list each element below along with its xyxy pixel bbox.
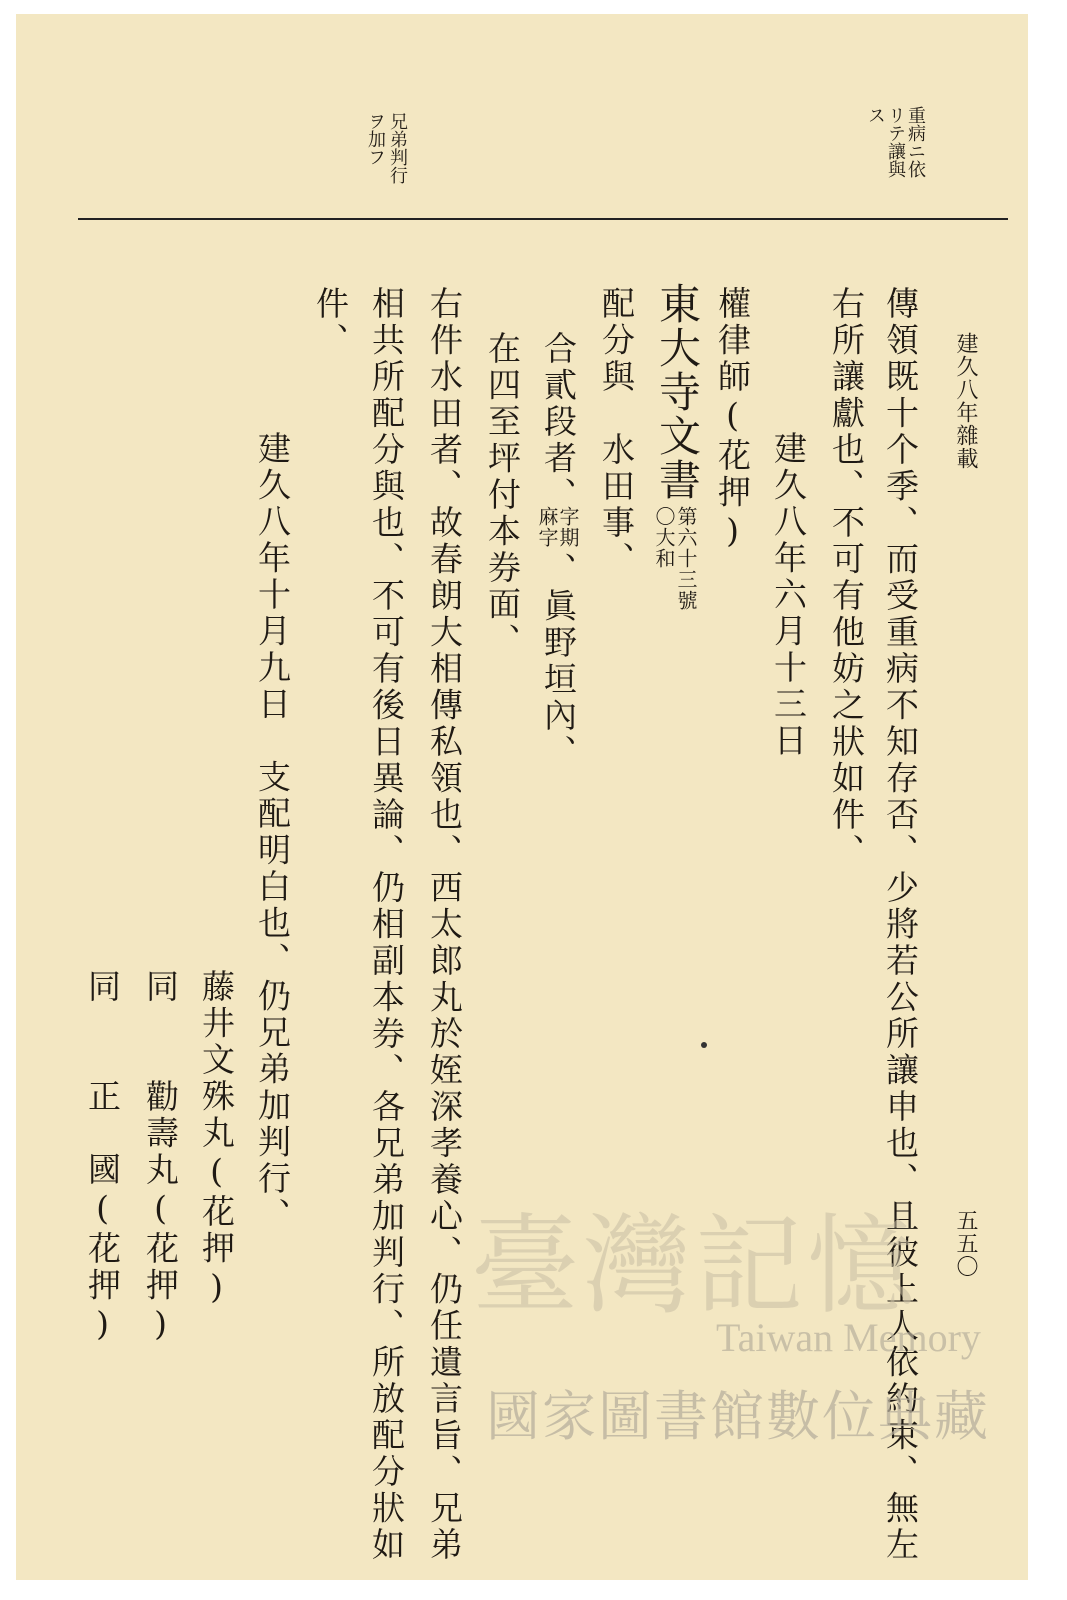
text-col-3: 建久八年六月十三日 (769, 431, 808, 760)
signature-2: 勸壽丸(花押) (141, 1079, 180, 1347)
signature-1: 藤井文殊丸(花押) (197, 969, 236, 1310)
page-number: 五五〇 (953, 1209, 978, 1278)
text-col-7-small-b: 麻字 (535, 506, 559, 548)
text-col-11: 件、 (311, 286, 350, 359)
text-col-7a: 合貳段者、 (539, 331, 578, 514)
watermark-logo: 臺灣記憶 (471, 1204, 920, 1329)
running-title: 建久八年雜載 (953, 332, 978, 470)
text-col-10: 相共所配分與也、不可有後日異論、仍相副本券、各兄弟加判行、所放配分狀如 (367, 286, 406, 1564)
margin-note-1c: ス (865, 106, 886, 124)
watermark-library: 國家圖書館數位典藏 (486, 1385, 990, 1448)
text-col-9: 右件水田者、故春朗大相傳私領也、西太郎丸於姪深孝養心、仍任遺言旨、兄弟 (425, 286, 464, 1564)
signature-3-ditto: 同 (83, 969, 122, 1006)
signature-2-ditto: 同 (141, 969, 180, 1006)
document-page (16, 14, 1028, 1580)
source-title: 東大寺文書 (653, 282, 702, 502)
margin-note-2b: ヲ加フ (365, 112, 386, 166)
text-col-4: 權律師(花押) (713, 286, 752, 554)
header-rule (78, 218, 1008, 220)
text-col-7-small-a: 字期 (556, 506, 580, 548)
text-col-6: 配分與 水田事、 (597, 286, 636, 578)
text-col-7b: 、眞野垣內、 (539, 552, 578, 771)
margin-note-1a: 重病ニ依 (905, 106, 926, 178)
watermark-logo-en: Taiwan Memory (716, 1315, 981, 1360)
text-col-8: 在四至坪付本券面、 (483, 331, 522, 660)
margin-note-1b: リテ讓與 (885, 106, 906, 178)
margin-note-2a: 兄弟判行 (387, 112, 408, 184)
text-col-12: 建久八年十月九日 支配明白也、仍兄弟加判行、 (253, 431, 292, 1234)
text-col-2: 右所讓獻也、不可有他妨之狀如件、 (827, 286, 866, 870)
source-note-b: 〇大和 (652, 506, 676, 569)
ink-speck (701, 1042, 707, 1048)
source-note-a: 第六十三號 (674, 506, 698, 611)
text-col-1: 傳領既十个季、而受重病不知存否、少將若公所讓申也、且彼上人依約束、無左 (881, 286, 920, 1564)
signature-3: 正 國(花押) (83, 1079, 122, 1347)
